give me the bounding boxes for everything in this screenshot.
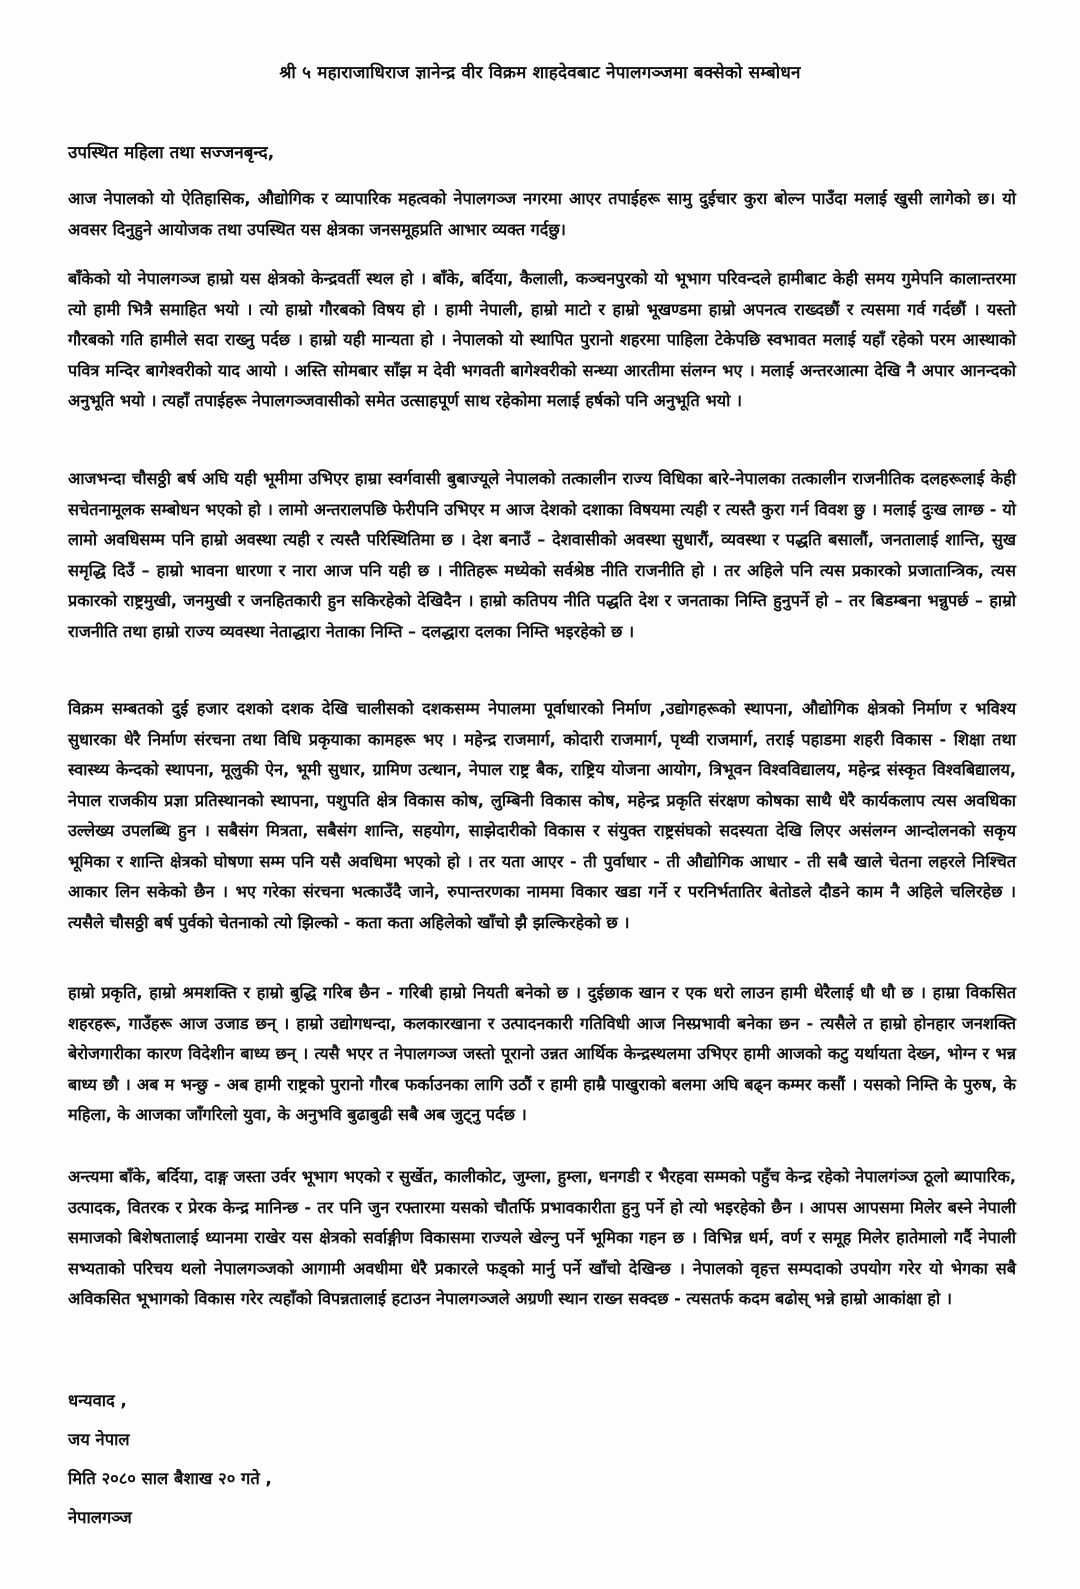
paragraph-banke: बाँकेको यो नेपालगञ्ज हाम्रो यस क्षेत्रको केन्द्रवर्ती स्थल हो । बाँके, बर्दिया, कैलाली, कञ्चनपुरको यो भूभाग परिवन्दले हामीबाट केही समय गुमेपनि कालान्तरमा त्यो हामी भित्रै समाहित भयो । त्यो हाम्रो गौरबको विषय हो । हामी नेपाली, हाम्रो माटो र हाम्रो भूखण्डमा हाम्रो अपनत्व राख्दछौं र त्यसमा गर्व गर्दछौं । यस्तो गौरबको गति हामीले सदा राख्नु पर्दछ । हाम्रो यही मान्यता हो । नेपालको यो स्थापित पुरानो शहरमा पाहिला टेकेपछि स्वभावत मलाई यहाँ रहेको परम आस्थाको पवित्र मन्दिर बागेश्वरीको याद आयो । अस्ति सोमबार साँझ म देवी भगवती बागेश्वरीको सन्ध्या आरतीमा संलग्न भए । मलाई अन्तरआत्मा देखि नै अपार आनन्दको अनुभूति भयो । त्यहाँ तपाईहरू नेपालगञ्जवासीको समेत उत्साहपूर्ण साथ रहेकोमा मलाई हर्षको पनि अनुभूति भयो । — [68, 269, 1016, 410]
closing-date: मिति २०८० साल बैशाख २० गते , — [68, 1469, 272, 1488]
closing-slogan: जय नेपाल — [68, 1430, 130, 1449]
salutation: उपस्थित महिला तथा सज्जनबृन्द, — [68, 143, 275, 163]
closing-place: नेपालगञ्ज — [68, 1508, 132, 1527]
document-title: श्री ५ महाराजाधिराज ज्ञानेन्द्र वीर विक्रम शाहदेवबाट नेपालगञ्जमा बक्सेको सम्बोधन — [279, 63, 801, 83]
paragraph-conclusion: अन्त्यमा बाँके, बर्दिया, दाङ्ग जस्ता उर्वर भूभाग भएको र सुर्खेत, कालीकोट, जुम्ला, हुम्ला, धनगडी र भैरहवा सम्मको पहुँच केन्द्र रहेको नेपालगंञ्ज ठूलो ब्यापारिक, उत्पादक, वितरक र प्रेरक केन्द्र मानिन्छ - तर पनि जुन रफ्तारमा यसको चौतर्फि प्रभावकारीता हुनु पर्ने हो त्यो भइरहेको छैन । आपस आपसमा मिलेर बस्ने नेपाली समाजको बिशेषतालाई ध्यानमा राखेर यस क्षेत्रको सर्वाङ्गीण विकासमा राज्यले खेल्नु पर्ने भूमिका गहन छ । विभिन्न धर्म, वर्ण र समूह मिलेर हातेमालो गर्दै नेपाली सभ्यताको परिचय थलो नेपालगञ्जको आगामी अवधीमा धेरै प्रकारले फड्को मार्नु पर्ने खाँचो देखिन्छ । नेपालको वृहत्त सम्पदाको उपयोग गरेर यो भेगका सबै अविकसित भूभागको विकास गरेर त्यहाँको विपन्नतालाई हटाउन नेपालगञ्जले अग्रणी स्थान राख्न सक्दछ - त्यसतर्फ कदम बढोस् भन्ने हाम्रो आकांक्षा हो । — [68, 1167, 1016, 1308]
closing-thanks: धन्यवाद , — [68, 1391, 127, 1410]
paragraph-development: विक्रम सम्बतको दुई हजार दशको दशक देखि चालीसको दशकसम्म नेपालमा पूर्वाधारको निर्माण ,उद्योगहरूको स्थापना, औद्योगिक क्षेत्रको निर्माण र भविश्य सुधारका धेरै निर्माण संरचना तथा विधि प्रकृयाका कामहरू भए । महेन्द्र राजमार्ग, कोदारी राजमार्ग, पृथ्वी राजमार्ग, तराई पहाडमा शहरी विकास - शिक्षा तथा स्वास्थ्य केन्दको स्थापना, मूलुकी ऐन, भूमी सुधार, ग्रामिण उत्थान, नेपाल राष्ट्र बैक, राष्ट्रिय योजना आयोग, त्रिभूवन विश्वविद्यालय, महेन्द्र संस्कृत विश्वबिद्यालय, नेपाल राजकीय प्रज्ञा प्रतिस्थानको स्थापना, पशुपति क्षेत्र विकास कोष, लुम्बिनी विकास कोष, महेन्द्र प्रकृति संरक्षण कोषका साथै धेरै कार्यकलाप त्यस अवधिका उल्लेख्य उपलब्धि हुन । सबैसंग मित्रता, सबैसंग शान्ति, सहयोग, साझेदारीको विकास र संयुक्त राष्ट्रसंघको सदस्यता देखि लिएर असंलग्न आन्दोलनको सकृय भूमिका र शान्ति क्षेत्रको घोषणा सम्म पनि यसै अवधिमा भएको हो । तर यता आएर - ती पुर्वाधार - ती औद्योगिक आधार - ती सबै खाले चेतना लहरले निश्चित आकार लिन सकेको छैन । भए गरेका संरचना भत्काउँदै जाने, रुपान्तरणका नाममा विकार खडा गर्ने र परनिर्भतातिर बेतोडले दौडने काम नै अहिले चलिरहेछ । त्यसैले चौसठ्ठी बर्ष पुर्वको चेतनाको त्यो झिल्को - कता कता अहिलेको खाँचो झै झल्किरहेको छ । — [68, 699, 1016, 932]
paragraph-poverty: हाम्रो प्रकृति, हाम्रो श्रमशक्ति र हाम्रो बुद्धि गरिब छैन - गरिबी हाम्रो नियती बनेको छ । दुईछाक खान र एक धरो लाउन हामी धेरैलाई धौ धौ छ । हाम्रा विकसित शहरहरू, गाउँहरू आज उजाड छन् । हाम्रो उद्योगधन्दा, कलकारखाना र उत्पादनकारी गतिविधी आज निस्प्रभावी बनेका छन - त्यसैले त हाम्रो होनहार जनशक्ति बेरोजगारीका कारण विदेशीन बाध्य छन् । त्यसै भएर त नेपालगञ्ज जस्तो पूरानो उन्नत आर्थिक केन्द्रस्थलमा उभिएर हामी आजको कटु यर्थायता देख्न, भोग्न र भन्न बाध्य छौ । अब म भन्छु - अब हामी राष्ट्रको पुरानो गौरब फर्काउनका लागि उठौं र हामी हाम्रै पाखुराको बलमा अघि बढ्न कम्मर कसौं । यसको निम्ति के पुरुष, के महिला, के आजका जाँगरिलो युवा, के अनुभवि बुढाबुढी सबै अब जुट्नु पर्दछ । — [68, 983, 1016, 1124]
paragraph-history: आजभन्दा चौसठ्ठी बर्ष अघि यही भूमीमा उभिएर हाम्रा स्वर्गवासी बुबाज्यूले नेपालको तत्कालीन राज्य विधिका बारे-नेपालका तत्कालीन राजनीतिक दलहरूलाई केही सचेतनामूलक सम्बोधन भएको हो । लामो अन्तरालपछि फेरीपनि उभिएर म आज देशको दशाका विषयमा त्यही र त्यस्तै कुरा गर्न विवश छु । मलाई दुःख लाग्छ - यो लामो अवधिसम्म पनि हाम्रो अवस्था त्यही र त्यस्तै परिस्थितिमा छ । देश बनाउँ – देशवासीको अवस्था सुधारौं, व्यवस्था र पद्धति बसालौं, जनतालाई शान्ति, सुख समृद्धि दिउँ – हाम्रो भावना धारणा र नारा आज पनि यही छ । नीतिहरू मध्येको सर्वश्रेष्ठ नीति राजनीति हो । तर अहिले पनि त्यस प्रकारको प्रजातान्त्रिक, त्यस प्रकारको राष्ट्रमुखी, जनमुखी र जनहितकारी हुन सकिरहेको देखिदैन । हाम्रो कतिपय नीति पद्धति देश र जनताका निम्ति हुनुपर्ने हो – तर बिडम्बना भन्नुपर्छ – हाम्रो राजनीति तथा हाम्रो राज्य व्यवस्था नेताद्धारा नेताका निम्ति – दलद्धारा दलका निम्ति भइरहेको छ । — [68, 469, 1016, 641]
paragraph-intro: आज नेपालको यो ऐतिहासिक, औद्योगिक र व्यापारिक महत्वको नेपालगञ्ज नगरमा आएर तपाईहरू सामु दुईचार कुरा बोल्न पाउँदा मलाई खुसी लागेको छ। यो अवसर दिनुहुने आयोजक तथा उपस्थित यस क्षेत्रका जनसमूहप्रति आभार व्यक्त गर्दछु। — [68, 189, 1016, 239]
